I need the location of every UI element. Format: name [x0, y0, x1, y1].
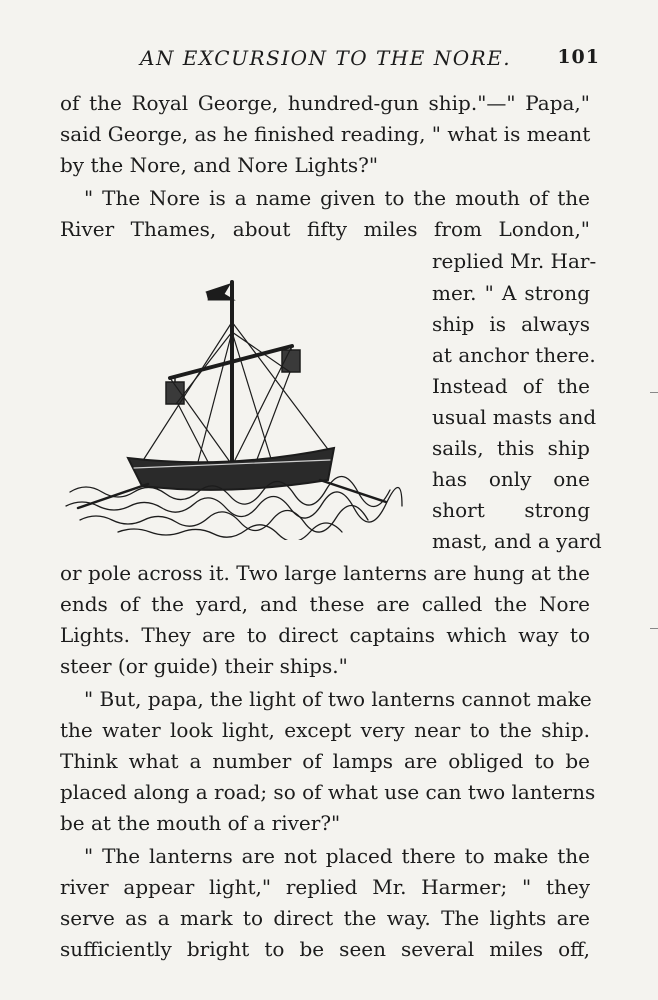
- text-line: River Thames, about fifty miles from London,": [60, 217, 590, 241]
- ship-illustration: [58, 270, 418, 540]
- edge-mark: [650, 628, 658, 629]
- text-line: has only one: [432, 467, 590, 491]
- text-line: mast, and a yard: [432, 529, 602, 553]
- text-line: Think what a number of lamps are obliged to be: [60, 749, 590, 773]
- text-line: be at the mouth of a river?": [60, 811, 341, 835]
- text-line: short strong: [432, 498, 590, 522]
- text-line: at anchor there.: [432, 343, 596, 367]
- text-line: steer (or guide) their ships.": [60, 654, 348, 678]
- text-line: placed along a road; so of what use can two lanterns: [60, 780, 596, 804]
- text-line: or pole across it. Two large lanterns are hung at the: [60, 561, 590, 585]
- text-line: the water look light, except very near to the ship.: [60, 718, 590, 742]
- text-line: " But, papa, the light of two lanterns cannot make: [84, 687, 592, 711]
- text-line: replied Mr. Har-: [432, 249, 597, 273]
- text-line: " The lanterns are not placed there to make the: [84, 844, 590, 868]
- text-line: ends of the yard, and these are called the Nore: [60, 592, 590, 616]
- text-line: mer. " A strong: [432, 281, 590, 305]
- text-line: Instead of the: [432, 374, 590, 398]
- text-line: river appear light," replied Mr. Harmer; " they: [60, 875, 590, 899]
- text-line: " The Nore is a name given to the mouth of the: [84, 186, 590, 210]
- edge-mark: [650, 392, 658, 393]
- text-line: usual masts and: [432, 405, 597, 429]
- running-title: AN EXCURSION TO THE NORE.: [140, 46, 512, 70]
- text-line: sails, this ship: [432, 436, 590, 460]
- text-line: by the Nore, and Nore Lights?": [60, 153, 379, 177]
- text-line: sufficiently bright to be seen several miles off,: [60, 937, 590, 961]
- page-number: 101: [557, 46, 600, 68]
- text-line: of the Royal George, hundred-gun ship."—" Papa,": [60, 91, 590, 115]
- page-header: [60, 44, 600, 76]
- text-line: said George, as he finished reading, " what is meant: [60, 122, 591, 146]
- text-line: Lights. They are to direct captains which way to: [60, 623, 590, 647]
- text-line: ship is always: [432, 312, 590, 336]
- text-line: serve as a mark to direct the way. The lights are: [60, 906, 590, 930]
